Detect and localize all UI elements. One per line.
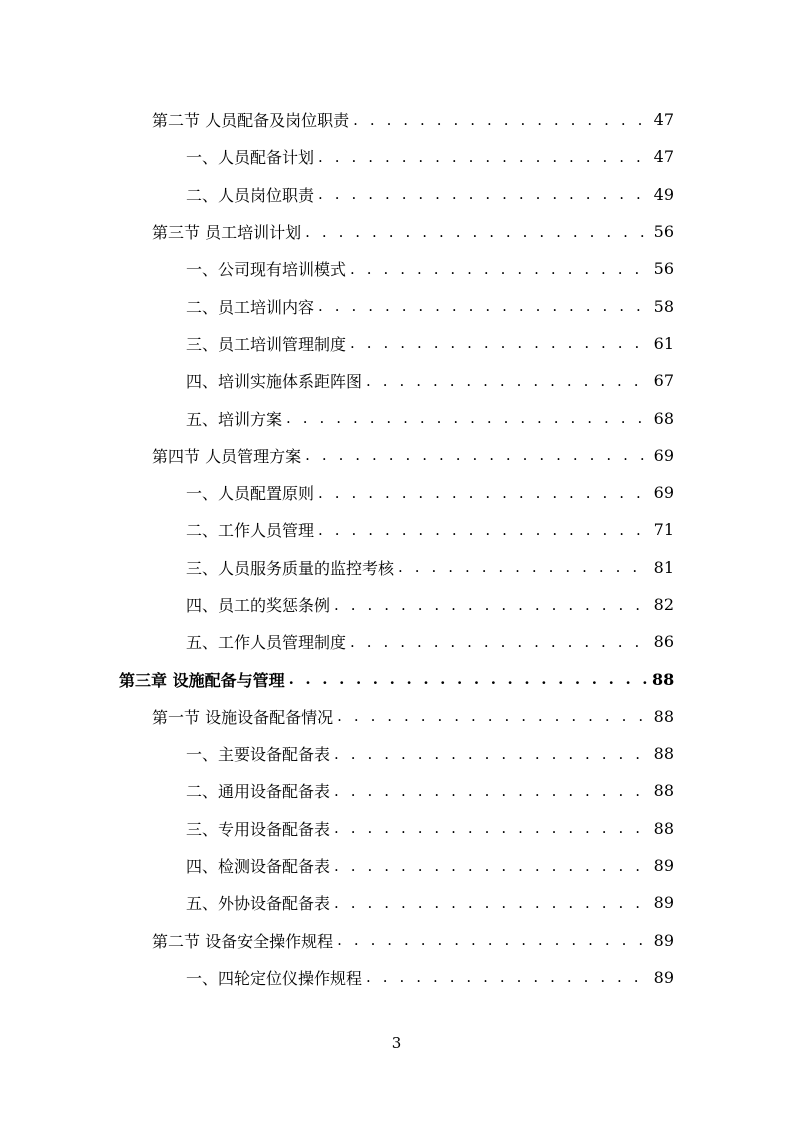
toc-section-entry[interactable] <box>0 922 793 959</box>
toc-entry-title: 二、通用设备配备表 <box>186 782 331 802</box>
toc-chapter-entry[interactable] <box>0 660 793 697</box>
toc-entry-page: 69 <box>653 445 674 465</box>
dot-leader <box>305 223 648 241</box>
page-number: 3 <box>391 1034 402 1052</box>
toc-entry-title: 四、员工的奖惩条例 <box>186 596 331 615</box>
toc-subsection-entry[interactable] <box>0 549 793 586</box>
dot-leader <box>318 185 648 203</box>
toc-entry-title: 一、人员配备计划 <box>186 148 315 168</box>
dot-leader <box>334 857 648 875</box>
toc-entry-page: 88 <box>653 781 674 801</box>
toc-entry-page: 58 <box>653 296 674 316</box>
toc-entry-title: 二、人员岗位职责 <box>186 185 315 205</box>
toc-subsection-entry[interactable] <box>0 586 793 623</box>
dot-leader <box>334 782 648 800</box>
toc-entry-title: 五、培训方案 <box>186 409 283 429</box>
toc-entry-title: 四、培训实施体系距阵图 <box>186 372 363 392</box>
dot-leader <box>318 521 648 539</box>
toc-section-entry[interactable] <box>0 698 793 735</box>
toc-subsection-entry[interactable] <box>0 772 793 809</box>
toc-entry-title: 第三章 设施配备与管理 <box>119 670 285 690</box>
toc-entry-page: 68 <box>653 408 674 428</box>
toc-entry-page: 47 <box>653 110 674 130</box>
toc-entry-page: 88 <box>652 669 675 689</box>
dot-leader <box>334 894 648 912</box>
toc-subsection-entry[interactable] <box>0 959 793 996</box>
toc-subsection-entry[interactable] <box>0 884 793 921</box>
toc-entry-page: 69 <box>653 483 674 503</box>
dot-leader <box>318 297 648 315</box>
toc-entry-page: 82 <box>653 595 674 614</box>
dot-leader <box>353 111 648 129</box>
toc-entry-page: 49 <box>653 184 674 204</box>
toc-entry-title: 一、公司现有培训模式 <box>186 260 347 280</box>
dot-leader <box>337 707 648 725</box>
toc-entry-title: 四、检测设备配备表 <box>186 857 331 877</box>
dot-leader <box>366 968 648 986</box>
toc-section-entry[interactable] <box>0 213 793 250</box>
dot-leader <box>289 670 648 688</box>
toc-subsection-entry[interactable] <box>0 623 793 660</box>
toc-entry-page: 88 <box>653 818 674 838</box>
toc-entry-title: 二、工作人员管理 <box>186 521 315 541</box>
dot-leader <box>318 148 648 166</box>
toc-entry-page: 71 <box>653 520 674 540</box>
toc-entry-title: 二、员工培训内容 <box>186 297 315 317</box>
toc-entry-title: 第四节 人员管理方案 <box>152 446 302 466</box>
toc-entry-page: 88 <box>653 706 674 726</box>
toc-subsection-entry[interactable] <box>0 847 793 884</box>
table-of-contents <box>0 101 793 996</box>
dot-leader <box>286 409 648 427</box>
toc-subsection-entry[interactable] <box>0 325 793 362</box>
toc-entry-title: 第一节 设施设备配备情况 <box>152 707 334 727</box>
dot-leader <box>318 484 648 502</box>
toc-entry-page: 61 <box>653 333 674 353</box>
dot-leader <box>334 745 648 763</box>
toc-section-entry[interactable] <box>0 437 793 474</box>
dot-leader <box>305 446 648 464</box>
toc-entry-title: 一、人员配置原则 <box>186 484 315 504</box>
toc-entry-page: 67 <box>653 371 674 391</box>
toc-entry-title: 第二节 设备安全操作规程 <box>152 931 334 951</box>
toc-entry-page: 56 <box>653 259 674 279</box>
toc-entry-page: 56 <box>653 222 674 242</box>
toc-entry-title: 一、四轮定位仪操作规程 <box>186 968 363 988</box>
toc-subsection-entry[interactable] <box>0 176 793 213</box>
dot-leader <box>350 633 648 651</box>
toc-subsection-entry[interactable] <box>0 138 793 175</box>
dot-leader <box>350 334 648 352</box>
toc-entry-page: 81 <box>653 557 674 577</box>
toc-entry-page: 86 <box>653 632 674 652</box>
toc-entry-title: 第二节 人员配备及岗位职责 <box>152 111 350 131</box>
toc-subsection-entry[interactable] <box>0 287 793 324</box>
toc-subsection-entry[interactable] <box>0 250 793 287</box>
dot-leader <box>334 819 648 837</box>
toc-entry-page: 89 <box>653 893 674 913</box>
dot-leader <box>350 260 648 278</box>
dot-leader <box>366 372 648 390</box>
toc-subsection-entry[interactable] <box>0 735 793 772</box>
toc-subsection-entry[interactable] <box>0 511 793 548</box>
toc-entry-page: 47 <box>653 147 674 167</box>
dot-leader <box>337 931 648 949</box>
dot-leader <box>334 596 648 614</box>
toc-entry-title: 三、专用设备配备表 <box>186 819 331 839</box>
toc-entry-title: 五、工作人员管理制度 <box>186 633 347 653</box>
toc-entry-title: 三、人员服务质量的监控考核 <box>186 558 395 578</box>
toc-subsection-entry[interactable] <box>0 810 793 847</box>
toc-entry-page: 89 <box>653 967 674 987</box>
toc-entry-page: 89 <box>653 856 674 876</box>
toc-subsection-entry[interactable] <box>0 399 793 436</box>
dot-leader <box>398 558 648 576</box>
toc-subsection-entry[interactable] <box>0 362 793 399</box>
toc-entry-title: 第三节 员工培训计划 <box>152 223 302 243</box>
toc-entry-page: 89 <box>653 930 674 950</box>
toc-entry-title: 三、员工培训管理制度 <box>186 334 347 354</box>
toc-entry-title: 五、外协设备配备表 <box>186 894 331 914</box>
toc-entry-page: 88 <box>653 744 674 764</box>
toc-section-entry[interactable] <box>0 101 793 138</box>
toc-subsection-entry[interactable] <box>0 474 793 511</box>
toc-entry-title: 一、主要设备配备表 <box>186 745 331 765</box>
